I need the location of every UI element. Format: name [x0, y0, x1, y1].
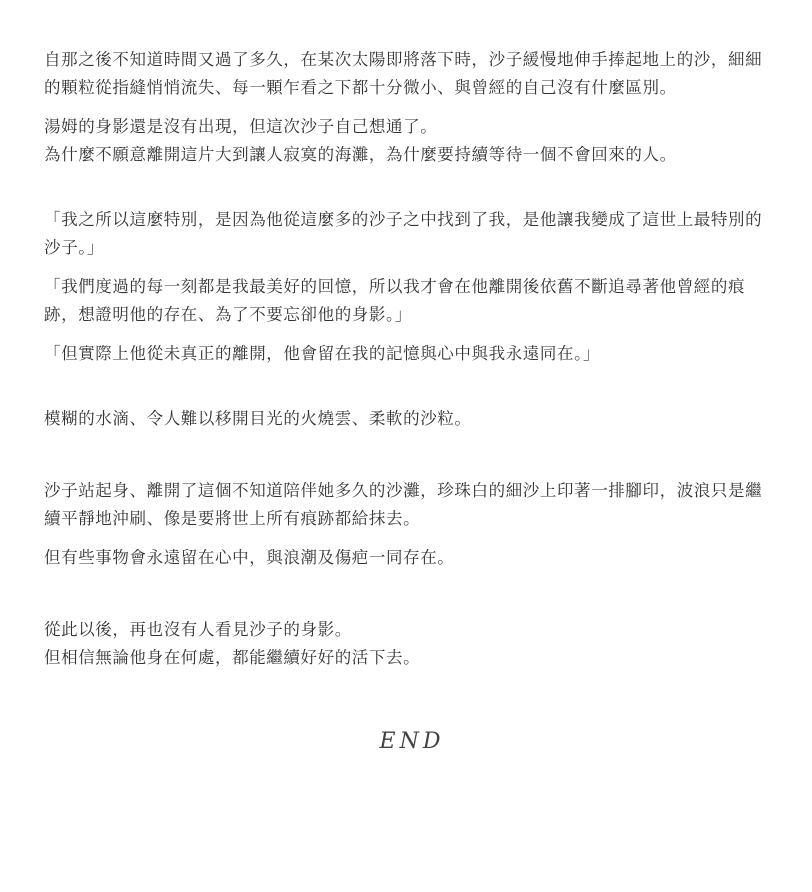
end-mark: END	[379, 729, 445, 754]
paragraph-6: 但有些事物會永遠留在心中，與浪潮及傷疤一同存在。	[44, 548, 455, 567]
paragraph-7: 從此以後，再也沒有人看見沙子的身影。	[44, 620, 352, 639]
paragraph-3: 為什麼不願意離開這片大到讓人寂寞的海灘，為什麼要持續等待一個不會回來的人。	[44, 145, 677, 164]
paragraph-8: 但相信無論他身在何處，都能繼續好好的活下去。	[44, 648, 421, 667]
paragraph-4: 模糊的水滴、令人難以移開目光的火燒雲、柔軟的沙粒。	[44, 409, 472, 428]
quote-1: 「我之所以這麼特別，是因為他從這麼多的沙子之中找到了我，是他讓我變成了這世上最特別的沙子。」	[44, 210, 763, 257]
paragraph-5: 沙子站起身、離開了這個不知道陪伴她多久的沙灘，珍珠白的細沙上印著一排腳印，波浪只是繼續平靜地沖刷、像是要將世上所有痕跡都給抹去。	[44, 481, 763, 528]
story-text	[44, 46, 772, 756]
paragraph-1: 自那之後不知道時間又過了多久，在某次太陽即將落下時，沙子緩慢地伸手捧起地上的沙，細細的顆粒從指縫悄悄流失、每一顆乍看之下都十分微小、與曾經的自己沒有什麼區別。	[44, 50, 763, 97]
quote-3: 「但實際上他從未真正的離開，他會留在我的記憶與心中與我永遠同在。」	[44, 344, 601, 363]
paragraph-2: 湯姆的身影還是沒有出現，但這次沙子自己想通了。	[44, 117, 438, 136]
quote-2: 「我們度過的每一刻都是我最美好的回憶，所以我才會在他離開後依舊不斷追尋著他曾經的痕跡，想證明他的存在、為了不要忘卻他的身影。」	[44, 277, 746, 324]
